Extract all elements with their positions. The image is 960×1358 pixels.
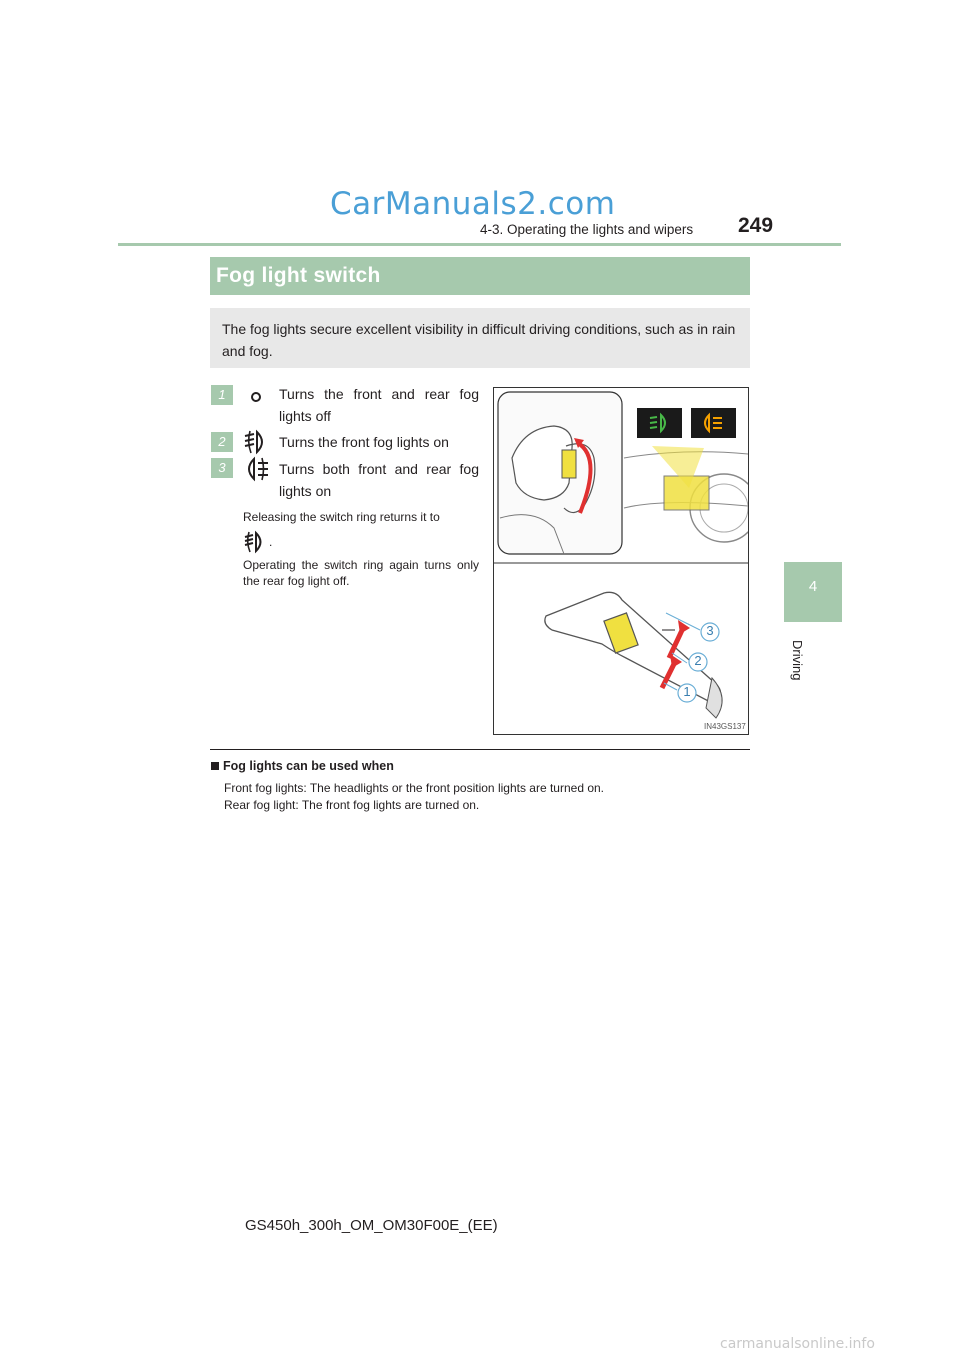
header-rule xyxy=(118,243,841,246)
note-release-suffix: . xyxy=(269,535,273,549)
watermark-footer: carmanualsonline.info xyxy=(720,1336,875,1352)
fog-off-icon xyxy=(248,388,266,404)
intro-text: The fog lights secure excellent visibility in difficult driving conditions, such as in rain and fog. xyxy=(222,321,736,359)
bullet-heading xyxy=(211,759,394,773)
chapter-label: Driving xyxy=(790,640,805,681)
item-number-badge: 2 xyxy=(211,432,233,452)
item-text: Turns both front and rear fog lights on xyxy=(279,461,479,499)
item-number-badge: 1 xyxy=(211,385,233,405)
bullet-body xyxy=(224,780,604,814)
note-operate-text: Operating the switch ring again turns only the rear fog light off. xyxy=(243,558,479,588)
item-number-badge: 3 xyxy=(211,458,233,478)
callout-1: 1 xyxy=(683,684,691,699)
bullet-heading-text: Fog lights can be used when xyxy=(223,759,394,773)
section-divider xyxy=(210,749,750,750)
fog-switch-illustration xyxy=(493,387,749,735)
item-text: Turns the front fog lights on xyxy=(279,434,449,450)
rear-fog-icon xyxy=(242,456,270,482)
callout-2: 2 xyxy=(694,653,702,668)
bullet-square-icon xyxy=(211,762,219,770)
section-title: Fog light switch xyxy=(216,264,381,287)
page-number: 249 xyxy=(738,214,774,237)
footer-code: GS450h_300h_OM_OM30F00E_(EE) xyxy=(245,1217,498,1234)
front-fog-icon xyxy=(242,429,270,455)
figure-code: IN43GS137 xyxy=(704,722,746,731)
bullet-line: Front fog lights: The headlights or the front position lights are turned on. xyxy=(224,781,605,795)
bullet-line: Rear fog light: The front fog lights are turned on. xyxy=(224,798,480,812)
header-section-title: 4-3. Operating the lights and wipers xyxy=(480,222,694,237)
illustration-drawing xyxy=(494,388,748,734)
item-text: Turns the front and rear fog lights off xyxy=(279,386,479,424)
chapter-number: 4 xyxy=(808,578,818,595)
callout-3: 3 xyxy=(706,623,714,638)
front-fog-icon xyxy=(242,530,268,554)
note-release-text: Releasing the switch ring returns it to xyxy=(243,510,440,524)
watermark-logo: CarManuals2.com xyxy=(330,186,616,222)
